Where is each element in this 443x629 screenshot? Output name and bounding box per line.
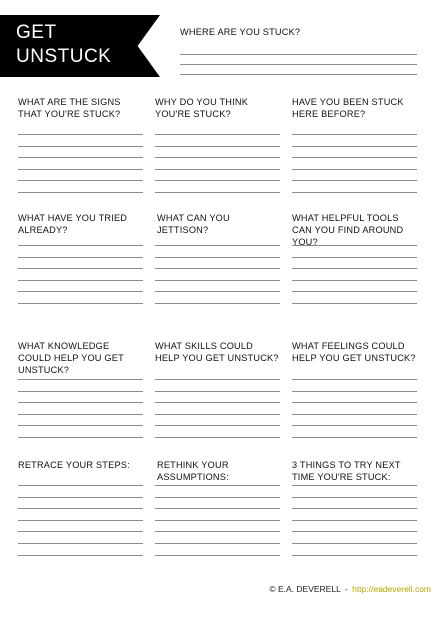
answer-line [18,402,143,403]
answer-line [292,146,417,147]
answer-line [292,134,417,135]
answer-line [18,245,143,246]
answer-line [292,303,417,304]
answer-line [292,169,417,170]
copyright-text: © E.A. DEVERELL [269,584,341,594]
answer-line [18,437,143,438]
answer-line [18,485,143,486]
answer-lines [18,134,143,193]
question-signs: WHAT ARE THE SIGNS THAT YOU'RE STUCK? [18,97,121,119]
question-knowledge: WHAT KNOWLEDGE COULD HELP YOU GET UNSTUCK? [18,341,124,375]
answer-line [292,257,417,258]
answer-line [292,157,417,158]
answer-line [292,192,417,193]
answer-line [18,280,143,281]
answer-lines [155,379,280,438]
answer-line [18,146,143,147]
answer-line [155,485,280,486]
footer-separator: - [344,584,348,594]
answer-lines [292,134,417,193]
answer-line [292,180,417,181]
answer-line [155,425,280,426]
answer-line [155,146,280,147]
answer-lines [18,485,143,556]
answer-line [292,531,417,532]
answer-line [292,402,417,403]
answer-line [292,497,417,498]
answer-lines [155,485,280,556]
answer-line [180,64,417,65]
answer-line [292,291,417,292]
answer-line [155,391,280,392]
title-line-1: GET [16,22,57,43]
answer-lines [292,485,417,556]
answer-line [155,437,280,438]
question-next-time: 3 THINGS TO TRY NEXT TIME YOU'RE STUCK: [292,460,401,482]
question-retrace: RETRACE YOUR STEPS: [18,460,130,470]
answer-line [155,543,280,544]
main-answer-lines [180,54,417,75]
answer-line [180,74,417,75]
title-line-2: UNSTUCK [16,46,112,67]
answer-line [292,268,417,269]
answer-line [155,257,280,258]
answer-line [155,520,280,521]
question-jettison: WHAT CAN YOU JETTISON? [157,213,230,235]
answer-line [155,531,280,532]
answer-line [155,268,280,269]
footer [269,584,431,594]
answer-line [155,508,280,509]
answer-line [155,303,280,304]
answer-line [292,379,417,380]
answer-line [18,134,143,135]
answer-line [18,257,143,258]
question-rethink: RETHINK YOUR ASSUMPTIONS: [157,460,229,482]
answer-line [18,520,143,521]
answer-line [155,291,280,292]
answer-line [155,192,280,193]
answer-line [292,555,417,556]
answer-line [18,379,143,380]
main-question: WHERE ARE YOU STUCK? [180,27,301,37]
answer-line [18,497,143,498]
answer-line [18,555,143,556]
answer-line [292,280,417,281]
answer-line [18,268,143,269]
answer-line [155,414,280,415]
answer-line [18,291,143,292]
answer-line [18,414,143,415]
answer-line [155,402,280,403]
answer-line [18,169,143,170]
answer-lines [18,379,143,438]
answer-line [155,157,280,158]
question-tools: WHAT HELPFUL TOOLS CAN YOU FIND AROUND YOU? [292,213,404,247]
answer-line [155,280,280,281]
answer-lines [18,245,143,304]
answer-line [18,180,143,181]
question-why: WHY DO YOU THINK YOU'RE STUCK? [155,97,249,119]
answer-line [18,425,143,426]
answer-line [155,180,280,181]
answer-line [155,497,280,498]
answer-line [18,531,143,532]
website-link[interactable]: http://eadeverell.com [352,584,431,594]
answer-line [292,425,417,426]
answer-line [155,169,280,170]
answer-line [18,192,143,193]
answer-line [292,391,417,392]
answer-lines [292,379,417,438]
answer-line [155,379,280,380]
answer-line [155,245,280,246]
answer-line [292,508,417,509]
question-feelings: WHAT FEELINGS COULD HELP YOU GET UNSTUCK? [292,341,416,363]
question-tried: WHAT HAVE YOU TRIED ALREADY? [18,213,128,235]
answer-line [18,157,143,158]
question-skills: WHAT SKILLS COULD HELP YOU GET UNSTUCK? [155,341,279,363]
answer-line [292,520,417,521]
answer-line [155,555,280,556]
answer-line [292,485,417,486]
page-title [16,21,136,69]
answer-line [292,414,417,415]
question-before: HAVE YOU BEEN STUCK HERE BEFORE? [292,97,404,119]
answer-line [292,437,417,438]
answer-line [292,245,417,246]
answer-line [18,543,143,544]
answer-lines [155,134,280,193]
answer-line [18,508,143,509]
answer-line [18,391,143,392]
answer-line [18,303,143,304]
answer-line [180,54,417,55]
answer-lines [155,245,280,304]
answer-line [292,543,417,544]
answer-lines [292,245,417,304]
answer-line [155,134,280,135]
